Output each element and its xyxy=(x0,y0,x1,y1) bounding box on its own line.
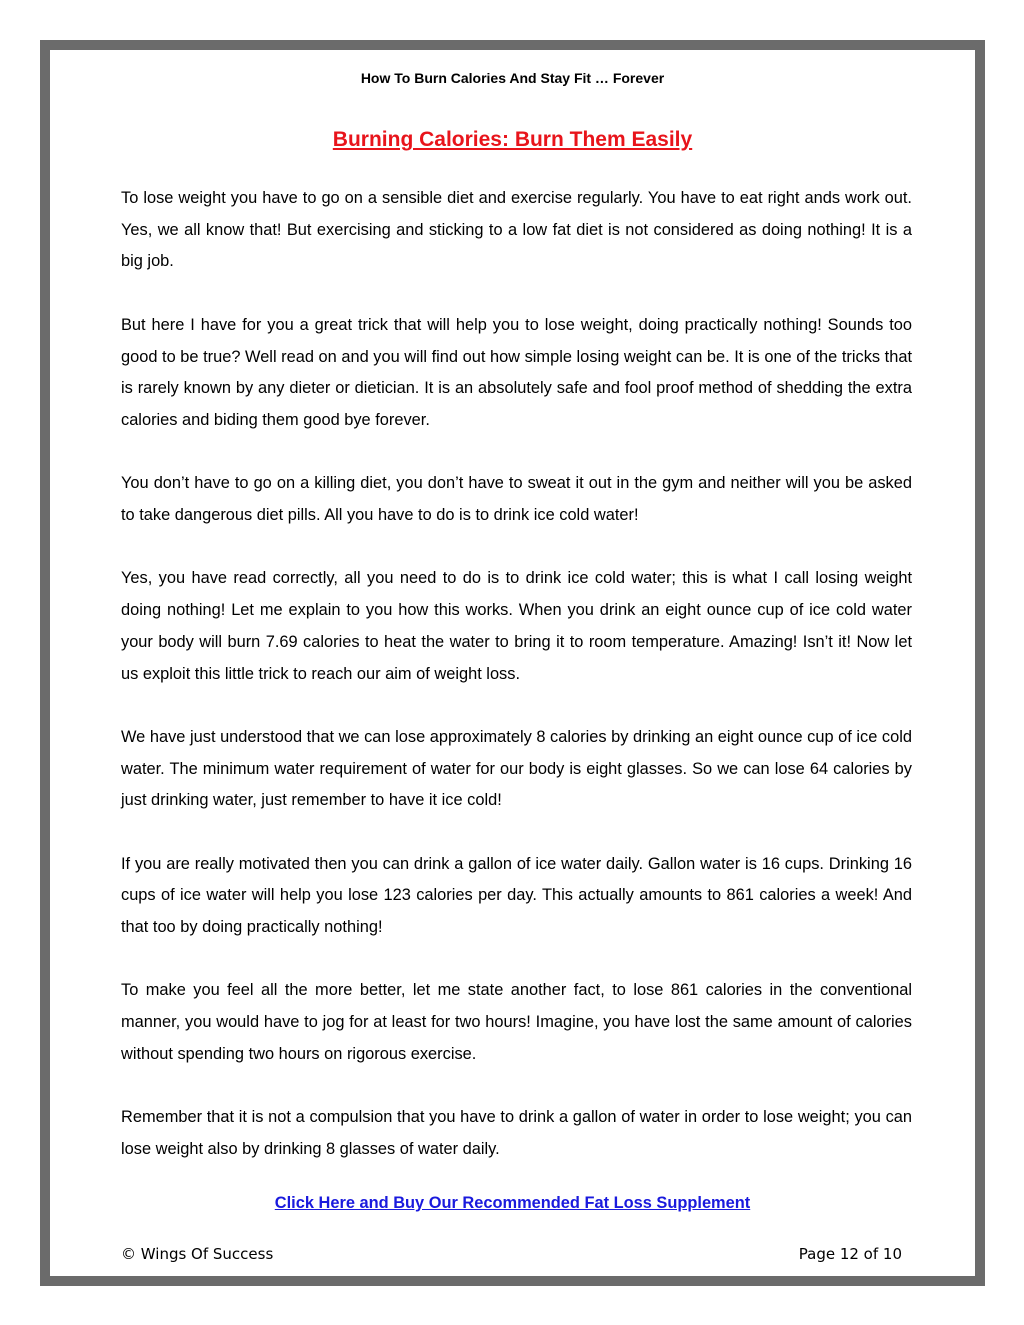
paragraph-2: But here I have for you a great trick that will help you to lose weight, doing practically nothing! Sounds too good to be true? Well read on and you will find out how simple losing weight can be. It is one of the tricks that is rarely known by any dieter or dietician. It is an absolutely safe and fool proof method of shedding the extra calories and biding them good bye forever. xyxy=(121,315,912,429)
page-frame xyxy=(40,40,985,1286)
body-text xyxy=(121,183,912,1197)
running-header: How To Burn Calories And Stay Fit … Forever xyxy=(360,70,665,86)
page-footer xyxy=(121,1245,902,1263)
paragraph-8: Remember that it is not a compulsion that you have to drink a gallon of water in order to lose weight; you can lose weight also by drinking 8 glasses of water daily. xyxy=(121,1108,912,1158)
supplement-link[interactable]: Click Here and Buy Our Recommended Fat Loss Supplement xyxy=(274,1194,751,1212)
paragraph-7: To make you feel all the more better, let me state another fact, to lose 861 calories in the conventional manner, you would have to jog for at least for two hours! Imagine, you have lost the same amount of calories without spending two hours on rigorous exercise. xyxy=(121,981,912,1063)
page-title: Burning Calories: Burn Them Easily xyxy=(332,128,693,151)
paragraph-5: We have just understood that we can lose approximately 8 calories by drinking an eight ounce cup of ice cold water. The minimum water requirement of water for our body is eight glasses. So we can lose 64 calories by just drinking water, just remember to have it ice cold! xyxy=(121,727,912,810)
page-number: Page 12 of 10 xyxy=(798,1245,902,1263)
paragraph-3: You don’t have to go on a killing diet, you don’t have to sweat it out in the gym and neither will you be asked to take dangerous diet pills. All you have to do is to drink ice cold water! xyxy=(121,474,912,524)
paragraph-4: Yes, you have read correctly, all you need to do is to drink ice cold water; this is what I call losing weight doing nothing! Let me explain to you how this works. When you drink an eight ounce cup of ice cold water your body will burn 7.69 calories to heat the water to bring it to room temperature. Amazing! Isn’t it! Now let us exploit this little trick to reach our aim of weight loss. xyxy=(121,569,912,683)
copyright-text: © Wings Of Success xyxy=(121,1245,274,1263)
paragraph-6: If you are really motivated then you can drink a gallon of ice water daily. Gallon water is 16 cups. Drinking 16 cups of ice water will help you lose 123 calories per day. This actually amounts to 861 calories a week! And that too by doing practically nothing! xyxy=(121,854,912,937)
paragraph-1: To lose weight you have to go on a sensible diet and exercise regularly. You have to eat right ands work out. Yes, we all know that! But exercising and sticking to a low fat diet is not considered as doing nothing! It is a big job. xyxy=(121,189,912,271)
